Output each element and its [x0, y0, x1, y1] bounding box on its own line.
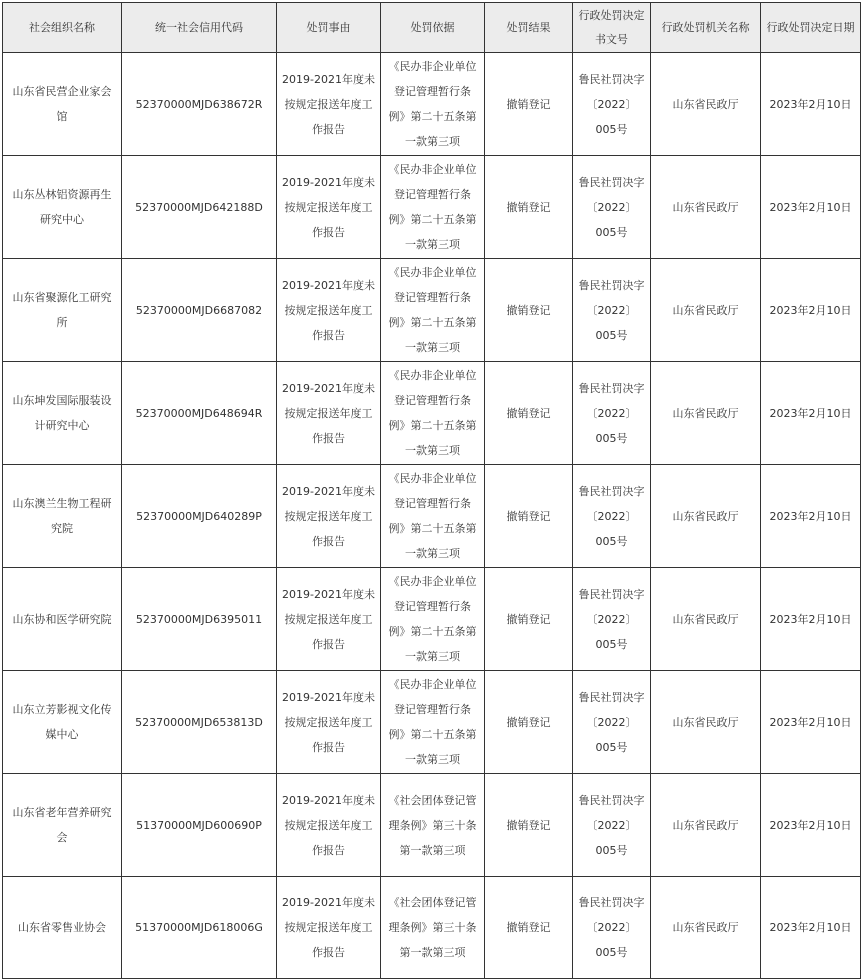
- cell-credit-code: 52370000MJD6687082: [122, 259, 277, 362]
- cell-line: 登记管理暂行条: [394, 394, 471, 407]
- cell-line: 作报告: [312, 637, 345, 651]
- cell-line: 理条例》第三十条: [388, 921, 477, 934]
- cell-reason: [277, 53, 381, 156]
- table-row: [3, 362, 861, 465]
- cell-result: 撤销登记: [485, 568, 573, 671]
- cell-line: 行政处罚: [578, 8, 623, 22]
- header-basis: [381, 3, 485, 53]
- cell-credit-code: 52370000MJD6395011: [122, 568, 277, 671]
- cell-line: 决定书文号: [595, 8, 645, 46]
- cell-result: 撤销登记: [485, 259, 573, 362]
- cell-line: 〔2022〕: [586, 303, 637, 317]
- cell-line: 作报告: [312, 328, 345, 342]
- cell-authority: 山东省民政厅: [651, 362, 761, 465]
- cell-basis: [381, 362, 485, 465]
- cell-authority: 山东省民政厅: [651, 568, 761, 671]
- cell-line: 按规定报送年度工: [284, 921, 373, 934]
- cell-authority: 山东省民政厅: [651, 671, 761, 774]
- cell-line: 山东协和医学研究院: [12, 612, 112, 626]
- cell-line: 005号: [595, 946, 628, 959]
- cell-doc-no: [573, 156, 651, 259]
- cell-org-name: [3, 774, 122, 877]
- cell-authority: 山东省民政厅: [651, 877, 761, 979]
- cell-date: 2023年2月10日: [761, 362, 861, 465]
- cell-doc-no: [573, 671, 651, 774]
- cell-org-name: [3, 465, 122, 568]
- cell-authority: 山东省民政厅: [651, 465, 761, 568]
- cell-org-name: [3, 362, 122, 465]
- cell-line: 一款第三项: [405, 444, 460, 457]
- cell-line: 登记管理暂行条: [394, 703, 471, 716]
- table-row: [3, 774, 861, 877]
- cell-basis: [381, 774, 485, 877]
- cell-line: 〔2022〕: [586, 97, 637, 111]
- cell-line: 作报告: [312, 225, 345, 239]
- cell-line: 鲁民社罚决字: [578, 278, 645, 292]
- cell-line: 登记管理暂行条: [394, 188, 471, 201]
- cell-line: 〔2022〕: [586, 200, 637, 214]
- cell-line: 行政处罚决定日: [766, 20, 844, 34]
- cell-org-name: [3, 877, 122, 979]
- cell-line: 例》第二十五条第: [388, 522, 477, 535]
- cell-line: 《社会团体登记管: [388, 896, 477, 909]
- cell-authority: 山东省民政厅: [651, 156, 761, 259]
- cell-line: 登记管理暂行条: [394, 497, 471, 510]
- cell-line: 按规定报送年度工: [284, 406, 373, 420]
- cell-credit-code: 51370000MJD618006G: [122, 877, 277, 979]
- cell-line: 山东省聚源化工研究: [12, 291, 112, 304]
- cell-line: 一款第三项: [405, 238, 460, 251]
- cell-line: 作报告: [312, 122, 345, 136]
- cell-line: 登记管理暂行条: [394, 85, 471, 98]
- cell-date: 2023年2月10日: [761, 53, 861, 156]
- cell-basis: [381, 259, 485, 362]
- cell-line: 2019-2021年度未: [282, 690, 375, 704]
- cell-line: 按规定报送年度工: [284, 612, 373, 626]
- cell-basis: [381, 465, 485, 568]
- cell-line: 作报告: [312, 946, 345, 959]
- cell-basis: [381, 671, 485, 774]
- cell-line: 鲁民社罚决字: [578, 896, 645, 909]
- cell-line: 处罚依据: [410, 20, 455, 34]
- cell-result: 撤销登记: [485, 156, 573, 259]
- cell-line: 例》第二十五条第: [388, 625, 477, 638]
- cell-line: 鲁民社罚决字: [578, 587, 645, 601]
- cell-line: 作报告: [312, 431, 345, 445]
- cell-org-name: [3, 671, 122, 774]
- cell-credit-code: 52370000MJD648694R: [122, 362, 277, 465]
- cell-reason: [277, 671, 381, 774]
- cell-line: 一款第三项: [405, 753, 460, 766]
- cell-line: 山东丛林铝资源再生: [12, 188, 112, 201]
- cell-line: 005号: [595, 843, 628, 857]
- cell-line: 《民办非企业单位: [388, 678, 477, 691]
- cell-line: 例》第二十五条第: [388, 213, 477, 226]
- cell-line: 《民办非企业单位: [388, 575, 477, 588]
- cell-reason: [277, 774, 381, 877]
- cell-date: 2023年2月10日: [761, 877, 861, 979]
- cell-line: 一款第三项: [405, 547, 460, 560]
- cell-line: 一款第三项: [405, 135, 460, 148]
- cell-credit-code: 52370000MJD640289P: [122, 465, 277, 568]
- cell-result: 撤销登记: [485, 465, 573, 568]
- cell-line: 2019-2021年度未: [282, 175, 375, 189]
- cell-basis: [381, 53, 485, 156]
- table-row: [3, 53, 861, 156]
- table-body: [3, 53, 861, 979]
- cell-date: 2023年2月10日: [761, 774, 861, 877]
- cell-line: 按规定报送年度工: [284, 818, 373, 832]
- cell-line: 《社会团体登记管: [388, 793, 477, 807]
- cell-line: 机关名称: [705, 20, 750, 34]
- cell-line: 按规定报送年度工: [284, 509, 373, 523]
- cell-authority: 山东省民政厅: [651, 774, 761, 877]
- cell-line: 处罚结果: [506, 20, 551, 34]
- cell-line: 2019-2021年度未: [282, 484, 375, 498]
- cell-line: 会: [56, 831, 68, 844]
- cell-line: 一款第三项: [405, 341, 460, 354]
- cell-date: 2023年2月10日: [761, 156, 861, 259]
- cell-line: 馆: [56, 110, 68, 123]
- cell-line: 登记管理暂行条: [394, 291, 471, 304]
- cell-line: 作报告: [312, 740, 345, 754]
- cell-org-name: [3, 156, 122, 259]
- cell-line: 按规定报送年度工: [284, 715, 373, 729]
- cell-result: 撤销登记: [485, 877, 573, 979]
- cell-line: 媒中心: [45, 728, 79, 741]
- cell-line: 第一款第三项: [399, 843, 466, 857]
- cell-line: 2019-2021年度未: [282, 278, 375, 292]
- cell-org-name: [3, 568, 122, 671]
- cell-line: 2019-2021年度未: [282, 587, 375, 601]
- cell-credit-code: 52370000MJD642188D: [122, 156, 277, 259]
- table-row: [3, 877, 861, 979]
- cell-result: 撤销登记: [485, 362, 573, 465]
- cell-line: 山东澳兰生物工程研: [12, 497, 112, 510]
- header-org-name: [3, 3, 122, 53]
- cell-line: 〔2022〕: [586, 509, 637, 523]
- cell-reason: [277, 877, 381, 979]
- cell-line: 按规定报送年度工: [284, 97, 373, 111]
- cell-line: 2019-2021年度未: [282, 381, 375, 395]
- cell-line: 〔2022〕: [586, 612, 637, 626]
- cell-line: 005号: [595, 637, 628, 651]
- cell-line: 例》第二十五条第: [388, 728, 477, 741]
- cell-line: 005号: [595, 122, 628, 136]
- cell-line: 鲁民社罚决字: [578, 72, 645, 86]
- cell-line: 第一款第三项: [399, 946, 466, 959]
- cell-result: 撤销登记: [485, 671, 573, 774]
- cell-authority: 山东省民政厅: [651, 259, 761, 362]
- cell-line: 鲁民社罚决字: [578, 690, 645, 704]
- cell-basis: [381, 156, 485, 259]
- table-row: [3, 259, 861, 362]
- cell-org-name: [3, 259, 122, 362]
- header-row: [3, 3, 861, 53]
- cell-line: 005号: [595, 431, 628, 445]
- cell-line: 2019-2021年度未: [282, 72, 375, 86]
- cell-line: 《民办非企业单位: [388, 369, 477, 382]
- cell-line: 所: [56, 316, 68, 329]
- cell-line: 理条例》第三十条: [388, 818, 477, 832]
- cell-line: 《民办非企业单位: [388, 163, 477, 176]
- cell-line: 〔2022〕: [586, 818, 637, 832]
- cell-line: 社会组织名称: [29, 20, 95, 34]
- cell-line: 研究中心: [40, 213, 84, 226]
- cell-line: 〔2022〕: [586, 715, 637, 729]
- cell-line: 〔2022〕: [586, 406, 637, 420]
- cell-line: 鲁民社罚决字: [578, 484, 645, 498]
- cell-line: 作报告: [312, 534, 345, 548]
- cell-doc-no: [573, 53, 651, 156]
- cell-line: 005号: [595, 225, 628, 239]
- cell-line: 《民办非企业单位: [388, 266, 477, 279]
- cell-line: 鲁民社罚决字: [578, 381, 645, 395]
- cell-reason: [277, 259, 381, 362]
- cell-line: 按规定报送年度工: [284, 200, 373, 214]
- cell-authority: 山东省民政厅: [651, 53, 761, 156]
- cell-date: 2023年2月10日: [761, 259, 861, 362]
- table-row: [3, 156, 861, 259]
- cell-line: 《民办非企业单位: [388, 60, 477, 73]
- cell-line: 山东省零售业协会: [18, 921, 106, 934]
- table-row: [3, 465, 861, 568]
- table-row: [3, 671, 861, 774]
- cell-credit-code: 52370000MJD638672R: [122, 53, 277, 156]
- cell-doc-no: [573, 362, 651, 465]
- cell-line: 按规定报送年度工: [284, 303, 373, 317]
- cell-reason: [277, 362, 381, 465]
- cell-line: 期: [843, 20, 855, 34]
- header-date: [761, 3, 861, 53]
- cell-date: 2023年2月10日: [761, 465, 861, 568]
- cell-line: 作报告: [312, 843, 345, 857]
- cell-line: 山东立芳影视文化传: [12, 703, 112, 716]
- cell-line: 山东省老年营养研究: [12, 806, 112, 819]
- cell-line: 究院: [51, 522, 73, 535]
- cell-line: 005号: [595, 534, 628, 548]
- cell-line: 山东坤发国际服装设: [12, 394, 112, 407]
- cell-date: 2023年2月10日: [761, 671, 861, 774]
- header-authority: [651, 3, 761, 53]
- header-credit-code: [122, 3, 277, 53]
- cell-credit-code: 51370000MJD600690P: [122, 774, 277, 877]
- cell-basis: [381, 877, 485, 979]
- cell-line: 登记管理暂行条: [394, 600, 471, 613]
- penalty-table: [2, 2, 861, 979]
- cell-line: 行政处罚: [661, 20, 706, 34]
- cell-doc-no: [573, 259, 651, 362]
- cell-doc-no: [573, 877, 651, 979]
- cell-line: 例》第二十五条第: [388, 316, 477, 329]
- cell-line: 计研究中心: [34, 419, 90, 432]
- header-doc-no: [573, 3, 651, 53]
- cell-line: 统一社会信用代码: [155, 20, 243, 34]
- cell-doc-no: [573, 568, 651, 671]
- cell-result: 撤销登记: [485, 53, 573, 156]
- cell-reason: [277, 465, 381, 568]
- cell-line: 005号: [595, 740, 628, 754]
- cell-line: 鲁民社罚决字: [578, 175, 645, 189]
- cell-line: 005号: [595, 328, 628, 342]
- cell-line: 例》第二十五条第: [388, 110, 477, 123]
- cell-line: 《民办非企业单位: [388, 472, 477, 485]
- cell-result: 撤销登记: [485, 774, 573, 877]
- cell-line: 2019-2021年度未: [282, 793, 375, 807]
- cell-line: 〔2022〕: [586, 921, 637, 934]
- cell-line: 2019-2021年度未: [282, 896, 375, 909]
- cell-reason: [277, 156, 381, 259]
- cell-line: 例》第二十五条第: [388, 419, 477, 432]
- cell-basis: [381, 568, 485, 671]
- cell-line: 鲁民社罚决字: [578, 793, 645, 807]
- table-row: [3, 568, 861, 671]
- cell-date: 2023年2月10日: [761, 568, 861, 671]
- cell-credit-code: 52370000MJD653813D: [122, 671, 277, 774]
- cell-line: 一款第三项: [405, 650, 460, 663]
- cell-org-name: [3, 53, 122, 156]
- cell-doc-no: [573, 465, 651, 568]
- header-result: [485, 3, 573, 53]
- cell-line: 处罚事由: [306, 20, 351, 34]
- cell-line: 山东省民营企业家会: [12, 85, 112, 98]
- cell-reason: [277, 568, 381, 671]
- cell-doc-no: [573, 774, 651, 877]
- header-reason: [277, 3, 381, 53]
